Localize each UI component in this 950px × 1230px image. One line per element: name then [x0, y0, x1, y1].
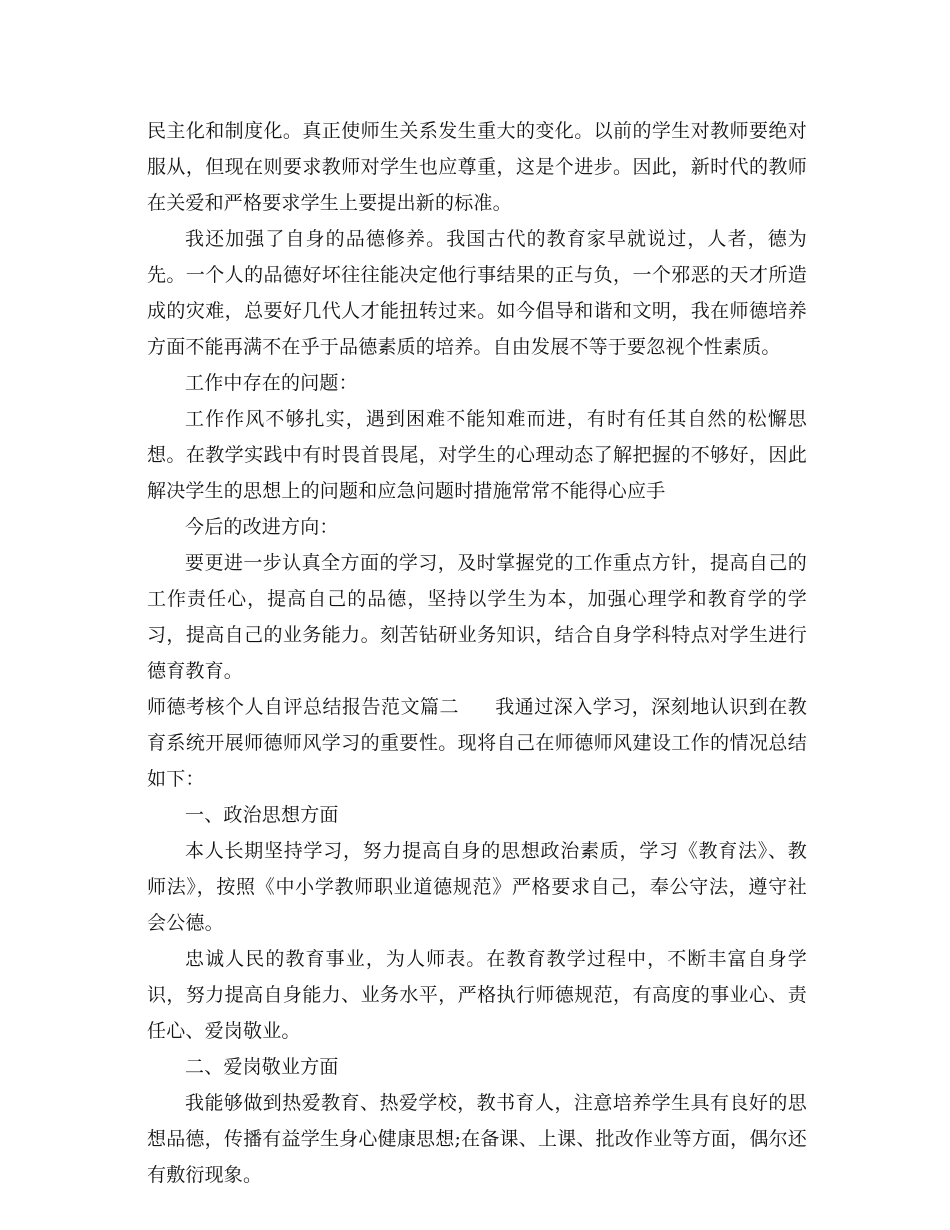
paragraph-6: 忠诚人民的教育事业，为人师表。在教育教学过程中，不断丰富自身学识，努力提高自身能力、业务水平，严格执行师德规范，有高度的事业心、责任心、爱岗敬业。 — [147, 948, 807, 1042]
article-two-title: 师德考核个人自评总结报告范文篇二 — [147, 696, 459, 718]
paragraph-4: 要更进一步认真全方面的学习，及时掌握党的工作重点方针，提高自己的工作责任心，提高自己的品德，坚持以学生为本，加强心理学和教育学的学习，提高自己的业务能力。刻苦钻研业务知识，结合自身学科特点对学生进行德育教育。 — [147, 552, 807, 682]
paragraph-2: 我还加强了自身的品德修养。我国古代的教育家早就说过，人者，德为先。一个人的品德好坏往往能决定他行事结果的正与负，一个邪恶的天才所造成的灾难，总要好几代人才能扭转过来。如今倡导和谐和文明，我在师德培养方面不能再满不在乎于品德素质的培养。自由发展不等于要忽视个性素质。 — [147, 228, 807, 358]
section-heading-political: 一、政治思想方面 — [185, 804, 339, 826]
document-body — [147, 113, 807, 1193]
paragraph-1: 民主化和制度化。真正使师生关系发生重大的变化。以前的学生对教师要绝对服从，但现在则要求教师对学生也应尊重，这是个进步。因此，新时代的教师在关爱和严格要求学生上要提出新的标准。 — [147, 120, 807, 214]
paragraph-7: 我能够做到热爱教育、热爱学校，教书育人，注意培养学生具有良好的思想品德，传播有益学生身心健康思想;在备课、上课、批改作业等方面，偶尔还有敷衍现象。 — [147, 1092, 807, 1186]
paragraph-5: 本人长期坚持学习，努力提高自身的思想政治素质，学习《教育法》、教师法》，按照《中小学教师职业道德规范》严格要求自己，奉公守法，遵守社会公德。 — [147, 840, 807, 934]
section-heading-dedication: 二、爱岗敬业方面 — [185, 1056, 339, 1078]
section-heading-improvements: 今后的改进方向： — [185, 516, 339, 538]
article-two-intro — [147, 689, 807, 797]
article-two-text: 我通过深入学习，深刻地认识到在教育系统开展师德师风学习的重要性。现将自己在师德师风建设工作的情况总结如下： — [147, 696, 807, 790]
paragraph-3: 工作作风不够扎实，遇到困难不能知难而进，有时有任其自然的松懈思想。在教学实践中有时畏首畏尾，对学生的心理动态了解把握的不够好，因此解决学生的思想上的问题和应急问题时措施常常不能得心应手 — [147, 408, 807, 502]
section-heading-problems: 工作中存在的问题： — [185, 372, 358, 394]
